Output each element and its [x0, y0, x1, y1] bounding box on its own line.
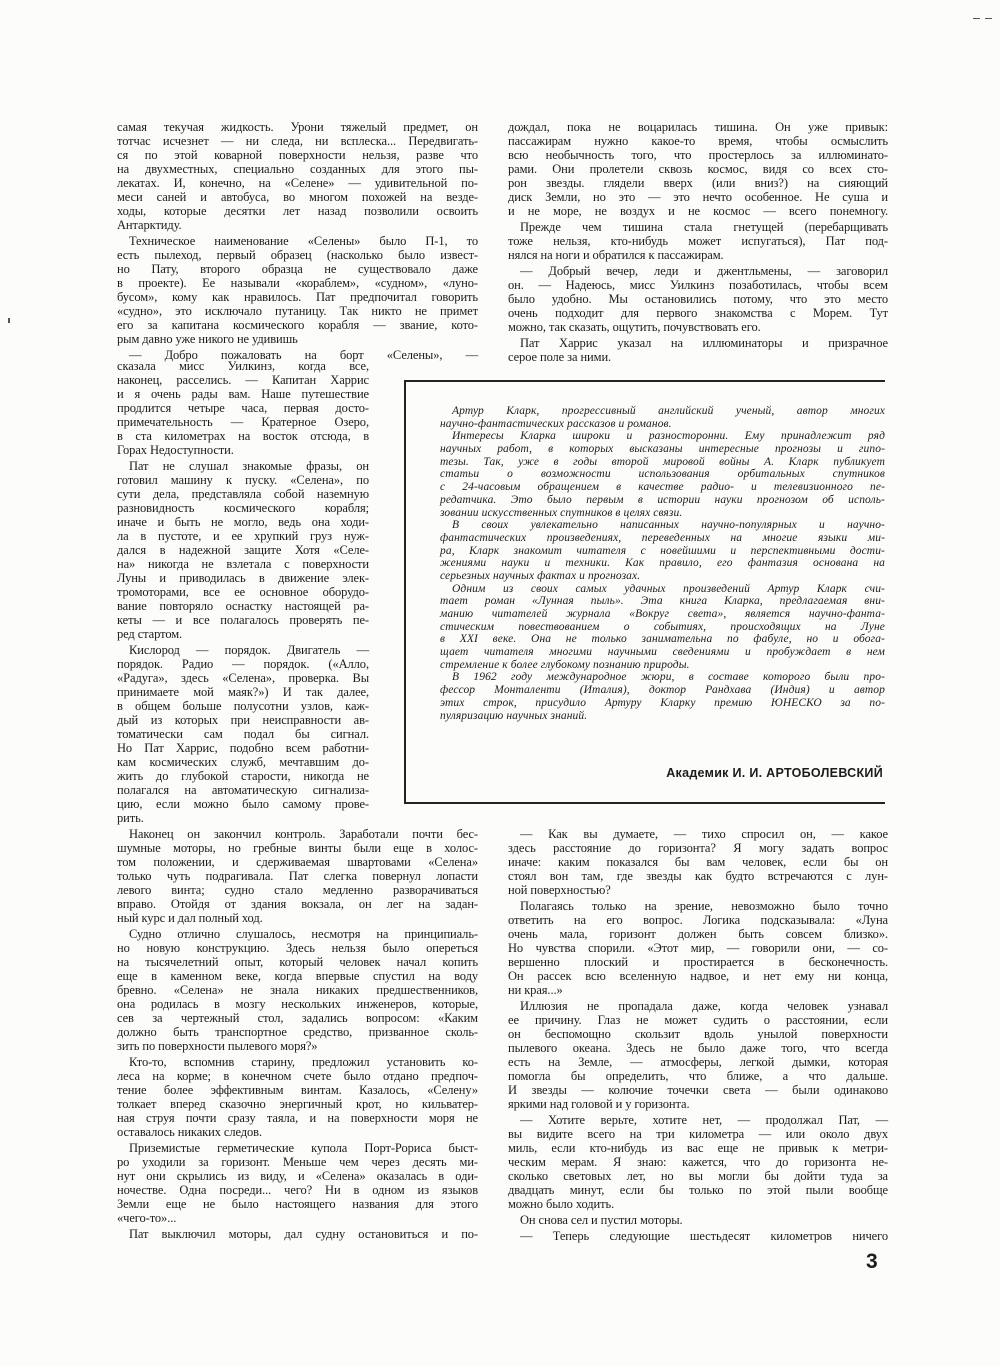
- foreword-signature: Академик И. И. АРТОБОЛЕВСКИЙ: [666, 766, 883, 780]
- text-line: Горах Недоступности.: [117, 443, 234, 457]
- text-line: — Как вы думаете, — тихо спросил он, — какое: [520, 827, 888, 841]
- text-line: ческим мерам. Я знаю: кажется, что до горизонта не-: [508, 1155, 888, 1169]
- paragraph: [508, 999, 888, 1111]
- text-line: иначе и быть не могло, ведь она ходи-: [117, 515, 369, 529]
- text-line: меси саней и автобуса, во многом похожей на везде-: [117, 190, 478, 204]
- text-line: Одним из своих самых удачных произведений Артур Кларк счи-: [452, 582, 885, 595]
- text-line: шумные моторы, но гребные винты были еще в холос-: [117, 841, 478, 855]
- paragraph: [117, 120, 478, 232]
- right-column-top-text: [508, 120, 888, 364]
- text-line: ро уходили за горизонт. Меньше чем через десять ми-: [117, 1155, 478, 1169]
- foreword-box-bottom-rule: [405, 802, 885, 804]
- text-line: Он снова сел и пустил моторы.: [520, 1213, 683, 1227]
- text-line: зовании искусственных спутников в целях связи.: [440, 506, 683, 519]
- text-line: И звезды — колючие точечки света — были одинаково: [508, 1083, 888, 1097]
- text-line: очень подходит для первого знакомства с Морем. Тут: [508, 306, 888, 320]
- text-line: Но чувства спорили. «Этот мир, — говорили они, — со-: [508, 941, 888, 955]
- text-line: ла в пустоте, и ее хрупкий груз нуж-: [117, 529, 369, 543]
- text-line: миль, если кто-нибудь из вас еще не привык к метри-: [508, 1141, 888, 1155]
- text-line: нялся на ноги и обратился к пассажирам.: [508, 248, 724, 262]
- paragraph: [508, 120, 888, 218]
- text-line: он беспомощно скользит вдоль унылой поверхности: [508, 1027, 888, 1041]
- paragraph: [117, 459, 369, 641]
- text-line: дался в надежной защите Хотя «Селе-: [117, 543, 369, 557]
- text-line: Кто-то, вспомнив старину, предложил установить ко-: [129, 1055, 478, 1069]
- text-line: еще в каменном веке, когда впервые спустил на воду: [117, 969, 478, 983]
- text-line: бусом», кому как нравилось. Пат предпочитал говорить: [117, 290, 478, 304]
- text-line: ра, Кларк знакомит читателя с новейшими и перспективными дости-: [440, 544, 885, 557]
- text-line: — Добрый вечер, леди и джентльмены, — заговорил: [520, 264, 888, 278]
- text-line: кам космических служб, мечтавшим до-: [117, 755, 369, 769]
- text-line: научно-фантастических рассказов и романов.: [440, 417, 672, 430]
- text-line: — Добро пожаловать на борт «Селены», —: [129, 348, 478, 362]
- paragraph: [117, 1055, 478, 1139]
- text-line: самая текучая жидкость. Урони тяжелый предмет, он: [117, 120, 478, 134]
- paragraph: [508, 827, 888, 897]
- text-line: принимаете мой маяк?») И так далее,: [117, 685, 369, 699]
- text-line: пылевого океана. Здесь не было даже того, что всегда: [508, 1041, 888, 1055]
- text-line: Интересы Кларка широки и разносторонни. Ему принадлежит ряд: [452, 430, 885, 443]
- text-line: тение более эффективным винтам. Казалось, «Селену»: [117, 1083, 478, 1097]
- text-line: рым давно уже никого не удивишь: [117, 332, 298, 346]
- text-line: продлится четыре часа, первая досто-: [117, 401, 369, 415]
- text-line: Антарктиду.: [117, 218, 182, 232]
- text-line: фантастических произведениях, переведенных на многие языки ми-: [440, 531, 885, 544]
- text-line: можно было ходить.: [508, 1197, 615, 1211]
- text-line: — Хотите верьте, хотите нет, — продолжал Пат, —: [520, 1113, 888, 1127]
- paragraph: [508, 899, 888, 997]
- text-line: наконец, расселись. — Капитан Харрис: [117, 373, 369, 387]
- text-line: и не море, не воздух и не космос — всего понемногу.: [508, 204, 888, 218]
- text-line: дождал, пока не воцарилась тишина. Он уже привык:: [508, 120, 888, 134]
- page-number: 3: [866, 1250, 878, 1273]
- foreword-box-left-rule: [404, 380, 406, 804]
- text-line: на двухместных, специально созданных для этого пы-: [117, 162, 478, 176]
- text-line: ред стартом.: [117, 627, 183, 641]
- text-line: Прежде чем тишина стала гнетущей (перебарщивать: [520, 220, 888, 234]
- text-line: яркими над головой и у горизонта.: [508, 1097, 690, 1111]
- text-line: жениями науки и техники. Как правило, его фантазия основана на: [440, 557, 885, 570]
- text-line: диск Земли, но это — это нечто особенное. Не суша и: [508, 190, 888, 204]
- text-line: его за капитана космического корабля — звание, кото-: [117, 318, 478, 332]
- text-line: Кислород — порядок. Двигатель —: [129, 643, 369, 657]
- text-line: в XXI веке. Она не только занимательна по фабуле, но и обога-: [440, 633, 885, 646]
- text-line: ходы, которые десятки лет назад позволили освоить: [117, 204, 478, 218]
- text-line: Пат Харрис указал на иллюминаторы и призрачное: [520, 336, 888, 350]
- paragraph: [440, 671, 885, 722]
- text-line: фессор Монталенти (Италия), доктор Рандхава (Индия) и автор: [440, 684, 885, 697]
- text-line: вание повторяло оснастку настоящей ра-: [117, 599, 369, 613]
- paragraph: [508, 336, 888, 364]
- text-line: ночестве. Одна посреди... чего? Ни в одном из языков: [117, 1183, 478, 1197]
- text-line: в проекте). Ее называли «кораблем», «судном», «луно-: [117, 276, 478, 290]
- text-line: нут они скрылись из виду, и «Селена» оказалась в оди-: [117, 1169, 478, 1183]
- paragraph: [508, 1213, 888, 1227]
- text-line: вершенно плоский и простирается в бесконечность.: [508, 955, 888, 969]
- text-line: Судно отлично слушалось, несмотря на принципиаль-: [129, 927, 478, 941]
- text-line: в ста километрах на восток отсюда, в: [117, 429, 369, 443]
- text-line: и я очень рады вам. Наше путешествие: [117, 387, 369, 401]
- text-line: Он рассек всю вселенную надвое, и нет ему ни конца,: [508, 969, 888, 983]
- text-line: леса на корме; в конечном счете было отдано предпоч-: [117, 1069, 478, 1083]
- paragraph: [508, 264, 888, 334]
- text-line: — Теперь следующие шестьдесят километров ничего: [520, 1229, 888, 1243]
- text-line: вправо. Отойдя от здания вокзала, он лег на задан-: [117, 897, 478, 911]
- foreword-box-top-rule: [405, 380, 885, 382]
- text-line: щает читателя многими научными сведениями и пробуждает в нем: [440, 646, 885, 659]
- text-line: цию, если можно было самому прове-: [117, 797, 369, 811]
- text-line: рон звезды. глядели вверх (или вниз?) на сияющий: [508, 176, 888, 190]
- text-line: редатчика. Это было первым в истории науки прогнозом об исполь-: [440, 493, 885, 506]
- text-line: Пат не слушал знакомые фразы, он: [129, 459, 369, 473]
- text-line: здесь расстояние до горизонта? Я могу задать вопрос: [508, 841, 888, 855]
- text-line: пассажирам нужно какое-то время, чтобы осмыслить: [508, 134, 888, 148]
- paragraph: [440, 519, 885, 582]
- paragraph: [117, 927, 478, 1053]
- text-line: ная струя почти сразу таяла, и на поверхности моря не: [117, 1111, 478, 1125]
- scan-mark: [8, 318, 10, 323]
- text-line: дый из которых при неисправности ав-: [117, 713, 369, 727]
- text-line: можно, так сказать, ощутить, почувствовать его.: [508, 320, 761, 334]
- foreword-text: [440, 405, 885, 722]
- text-line: ной поверхностью?: [508, 883, 611, 897]
- text-line: этих строк, присудило Артуру Кларку премию ЮНЕСКО за по-: [440, 696, 885, 709]
- text-line: всю необычность того, что простерлось за иллюминато-: [508, 148, 888, 162]
- text-line: В 1962 году международное жюри, в составе которого были про-: [452, 671, 885, 684]
- scan-mark: [973, 18, 980, 19]
- text-line: в общем больше полусотни узлов, каж-: [117, 699, 369, 713]
- text-line: «судно», это исключало путаницу. Так никто не примет: [117, 304, 478, 318]
- paragraph: [440, 405, 885, 430]
- text-line: статьи о возможности использования орбитальных спутников: [440, 468, 885, 481]
- text-line: зить по поверхности пылевого моря?»: [117, 1039, 318, 1053]
- paragraph: [117, 1141, 478, 1225]
- left-column-top-text: [117, 120, 478, 362]
- text-line: тромоторами, все ее основное оборудо-: [117, 585, 369, 599]
- text-line: томатически сам подал бы сигнал.: [117, 727, 369, 741]
- text-line: серое поле за ними.: [508, 350, 612, 364]
- text-line: В своих увлекательно написанных научно-популярных и научно-: [452, 519, 885, 532]
- text-line: должно быть транспортное средство, призванное сколь-: [117, 1025, 478, 1039]
- text-line: том положении, и сдерживаемая швартовами «Селена»: [117, 855, 478, 869]
- text-line: сколько световых лет, но вы могли бы дойти туда за: [508, 1169, 888, 1183]
- text-line: Полагаясь только на зрение, невозможно было точно: [520, 899, 888, 913]
- text-line: тотчас исчезнет — ни следа, ни всплеска... Передвигать-: [117, 134, 478, 148]
- text-line: пуляризацию научных знаний.: [440, 709, 588, 722]
- text-line: тает роман «Лунная пыль». Эта книга Кларка, предлагаемая вни-: [440, 595, 885, 608]
- text-line: рами. Они пролетели сквозь космос, видя со всех сто-: [508, 162, 888, 176]
- text-line: но новую конструкцию. Здесь нельзя было опереться: [117, 941, 478, 955]
- text-line: есть на Земле, — атмосферы, легкой дымки, которая: [508, 1055, 888, 1069]
- text-line: ни края...»: [508, 983, 563, 997]
- text-line: Артур Кларк, прогрессивный английский ученый, автор многих: [452, 405, 885, 417]
- text-line: Иллюзия не пропадала даже, когда человек узнавал: [520, 999, 888, 1013]
- text-line: жить до глубокой старости, никогда не: [117, 769, 369, 783]
- text-line: Но Пат Харрис, подобно всем работни-: [117, 741, 369, 755]
- paragraph: [440, 583, 885, 672]
- text-line: тоже нельзя, кто-нибудь может испугаться), Пат под-: [508, 234, 888, 248]
- text-line: очень мала, горизонт должен быть совсем близко».: [508, 927, 888, 941]
- text-line: он. — Надеюсь, мисс Уилкинз позаботилась, чтобы всем: [508, 278, 888, 292]
- text-line: левого винта; судно стало медленно разворачиваться: [117, 883, 478, 897]
- text-line: кеты — и все полагалось проверять пе-: [117, 613, 369, 627]
- text-line: только чуть подрагивала. Пат слегка повернул лопасти: [117, 869, 478, 883]
- paragraph: [117, 827, 478, 925]
- scan-mark: [985, 18, 992, 19]
- text-line: Приземистые герметические купола Порт-Рориса быст-: [129, 1141, 478, 1155]
- paragraph: [117, 359, 369, 457]
- text-line: «чего-то»...: [117, 1211, 177, 1225]
- text-line: ее причину. Глаз не может судить о расстоянии, если: [508, 1013, 888, 1027]
- text-line: Пат выключил моторы, дал судну остановиться и по-: [129, 1227, 478, 1241]
- paragraph: [508, 1113, 888, 1211]
- text-line: стоял вон там, где звезды как будто встречаются с лун-: [508, 869, 888, 883]
- text-line: ный курс и дал полный ход.: [117, 911, 263, 925]
- text-line: манию читателей журнала «Вокруг света», является научно-фанта-: [440, 608, 885, 620]
- text-line: двадцать минут, если бы только по этой пыли вообще: [508, 1183, 888, 1197]
- text-line: бревно. «Селена» не знала никаких предшественников,: [117, 983, 478, 997]
- text-line: сев за чертежный стол, задались вопросом: «Каким: [117, 1011, 478, 1025]
- paragraph: [440, 430, 885, 519]
- text-line: на тысячелетний опыт, который человек начал копить: [117, 955, 478, 969]
- text-line: было удобно. Мы остановились потому, что это место: [508, 292, 888, 306]
- text-line: помогла бы определить, что ближе, а что дальше.: [508, 1069, 888, 1083]
- paragraph: [117, 643, 369, 825]
- text-line: Наконец он закончил контроль. Заработали почти бес-: [129, 827, 478, 841]
- text-line: ся по этой коварной поверхности нельзя, разве что: [117, 148, 478, 162]
- text-line: рить.: [117, 811, 144, 825]
- text-line: стремление к более глубокому познанию природы.: [440, 658, 690, 671]
- text-line: ответить на его вопрос. Логика подсказывала: «Луна: [508, 913, 888, 927]
- text-line: стическим повествованием о событиях, происходящих на Луне: [440, 620, 885, 633]
- text-line: на» никогда не взлетала с поверхности: [117, 557, 369, 571]
- left-column-narrow-text: [117, 359, 369, 825]
- text-line: полагался на автоматическую сигнализа-: [117, 783, 369, 797]
- text-line: сказала мисс Уилкинз, когда все,: [117, 359, 369, 373]
- text-line: «Радуга», здесь «Селена», проверка. Вы: [117, 671, 369, 685]
- text-line: оставалось никаких следов.: [117, 1125, 262, 1139]
- text-line: порядок. Радио — порядок. («Алло,: [117, 657, 369, 671]
- text-line: разновидность космического корабля;: [117, 501, 369, 515]
- text-line: сути дела, представляла собой наземную: [117, 487, 369, 501]
- text-line: научных работ, в которых высказаны интересные прогнозы и гипо-: [440, 443, 885, 456]
- text-line: Земли еще не было настоящего названия для этого: [117, 1197, 478, 1211]
- text-line: лекатах. И, конечно, на «Селене» — удивительной по-: [117, 176, 478, 190]
- paragraph: [508, 220, 888, 262]
- text-line: есть пылеход, первый образец (насколько было извест-: [117, 248, 478, 262]
- text-line: Техническое наименование «Селены» было П-1, то: [129, 234, 478, 248]
- text-line: серьезных научных фактах и прогнозах.: [440, 569, 641, 582]
- text-line: Луны и приводилась в движение элек-: [117, 571, 369, 585]
- text-line: вы видите всего на три километра — или около двух: [508, 1127, 888, 1141]
- text-line: примечательность — Кратерное Озеро,: [117, 415, 369, 429]
- paragraph: [508, 1229, 888, 1243]
- left-column-bottom-text: [117, 827, 478, 1241]
- text-line: тезы. Так, уже в годы второй мировой войны А. Кларк публикует: [440, 455, 885, 468]
- text-line: готовил машину к пуску. «Селена», по: [117, 473, 369, 487]
- right-column-bottom-text: [508, 827, 888, 1243]
- paragraph: [117, 234, 478, 346]
- text-line: но Пату, второго образца не существовало даже: [117, 262, 478, 276]
- text-line: иначе: каким показался бы вам человек, если бы он: [508, 855, 888, 869]
- text-line: толкает вперед сказочно энергичный крот, но кильватер-: [117, 1097, 478, 1111]
- text-line: она родилась в мозгу нескольких инженеров, которые,: [117, 997, 478, 1011]
- paragraph: [117, 1227, 478, 1241]
- text-line: с 24-часовым обращением в качестве радио- и телевизионного пе-: [440, 481, 885, 494]
